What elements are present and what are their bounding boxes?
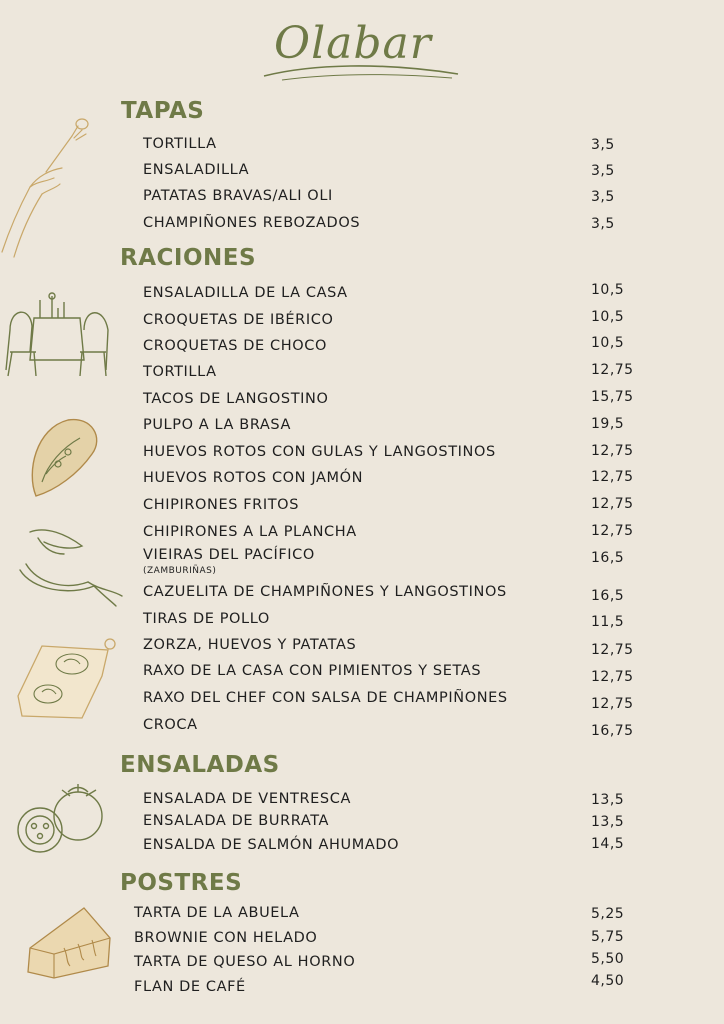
menu-item-price: 12,75: [591, 696, 634, 712]
brand-logo: [262, 14, 462, 84]
squid-icon: [16, 524, 126, 608]
menu-item-price: 19,5: [591, 416, 625, 432]
menu-item-price: 12,75: [591, 642, 634, 658]
menu-item-name: VIEIRAS DEL PACÍFICO: [143, 547, 315, 563]
menu-item-note: (ZAMBURIÑAS): [143, 566, 217, 576]
menu-item-price: 12,75: [591, 362, 634, 378]
menu-item-price: 4,50: [591, 973, 625, 989]
menu-item-name: FLAN DE CAFÉ: [134, 979, 246, 995]
menu-item-price: 10,5: [591, 335, 625, 351]
menu-item-name: CHIPIRONES FRITOS: [143, 497, 299, 513]
menu-item-name: RAXO DE LA CASA CON PIMIENTOS Y SETAS: [143, 663, 482, 679]
menu-item-price: 16,5: [591, 550, 625, 566]
menu-item-name: ENSALDA DE SALMÓN AHUMADO: [143, 837, 400, 853]
menu-item-name: CHAMPIÑONES REBOZADOS: [143, 215, 361, 231]
menu-item-name: CAZUELITA DE CHAMPIÑONES Y LANGOSTINOS: [143, 584, 507, 600]
menu-item-price: 16,5: [591, 588, 625, 604]
menu-item-name: BROWNIE CON HELADO: [134, 930, 318, 946]
menu-item-name: TARTA DE LA ABUELA: [134, 905, 300, 921]
brand-name: Olabar: [274, 18, 432, 69]
hand-fork-icon: [0, 112, 100, 262]
menu-item-price: 5,75: [591, 929, 625, 945]
cutting-board-icon: [12, 636, 120, 722]
menu-item-price: 3,5: [591, 216, 615, 232]
menu-item-name: CROQUETAS DE IBÉRICO: [143, 312, 334, 328]
menu-item-price: 16,75: [591, 723, 634, 739]
cake-slice-icon: [24, 898, 116, 984]
menu-item-price: 12,75: [591, 523, 634, 539]
menu-item-price: 10,5: [591, 309, 625, 325]
menu-item-price: 13,5: [591, 814, 625, 830]
menu-item-price: 12,75: [591, 669, 634, 685]
section-title-raciones: RACIONES: [120, 245, 257, 271]
menu-item-name: PATATAS BRAVAS/ALI OLI: [143, 188, 333, 204]
menu-item-name: TACOS DE LANGOSTINO: [143, 391, 329, 407]
menu-item-name: RAXO DEL CHEF CON SALSA DE CHAMPIÑONES: [143, 690, 508, 706]
section-title-postres: POSTRES: [120, 870, 243, 896]
menu-item-price: 12,75: [591, 496, 634, 512]
section-title-tapas: TAPAS: [121, 98, 205, 124]
menu-item-price: 12,75: [591, 443, 634, 459]
menu-item-name: ENSALADILLA: [143, 162, 250, 178]
menu-item-name: TIRAS DE POLLO: [143, 611, 270, 627]
menu-item-price: 13,5: [591, 792, 625, 808]
menu-item-name: TORTILLA: [143, 136, 217, 152]
menu-item-price: 3,5: [591, 163, 615, 179]
menu-item-name: ENSALADA DE BURRATA: [143, 813, 330, 829]
menu-item-name: TORTILLA: [143, 364, 217, 380]
menu-item-price: 5,25: [591, 906, 625, 922]
menu-item-name: PULPO A LA BRASA: [143, 417, 292, 433]
menu-item-name: ENSALADILLA DE LA CASA: [143, 285, 348, 301]
menu-item-price: 3,5: [591, 189, 615, 205]
tomato-icon: [12, 782, 108, 858]
menu-item-price: 11,5: [591, 614, 625, 630]
menu-item-price: 15,75: [591, 389, 634, 405]
cafe-table-chairs-icon: [0, 290, 115, 380]
menu-item-name: TARTA DE QUESO AL HORNO: [134, 954, 356, 970]
section-title-ensaladas: ENSALADAS: [120, 752, 280, 778]
menu-item-name: HUEVOS ROTOS CON JAMÓN: [143, 470, 364, 486]
menu-item-name: CROQUETAS DE CHOCO: [143, 338, 327, 354]
menu-item-name: ZORZA, HUEVOS Y PATATAS: [143, 637, 357, 653]
menu-item-name: CHIPIRONES A LA PLANCHA: [143, 524, 357, 540]
taco-icon: [22, 412, 104, 504]
menu-item-price: 5,50: [591, 951, 625, 967]
menu-item-name: HUEVOS ROTOS CON GULAS Y LANGOSTINOS: [143, 444, 496, 460]
menu-item-price: 3,5: [591, 137, 615, 153]
menu-item-name: CROCA: [143, 717, 198, 733]
menu-item-price: 12,75: [591, 469, 634, 485]
menu-item-name: ENSALADA DE VENTRESCA: [143, 791, 351, 807]
menu-item-price: 10,5: [591, 282, 625, 298]
menu-item-price: 14,5: [591, 836, 625, 852]
